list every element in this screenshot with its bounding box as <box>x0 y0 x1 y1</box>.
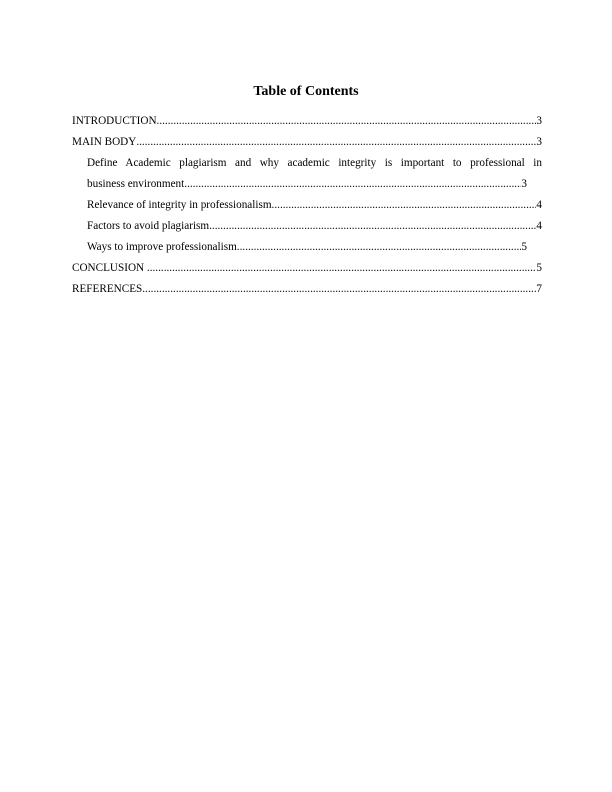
toc-list <box>72 111 542 300</box>
toc-dot-leader <box>157 111 537 132</box>
toc-page-number: 5 <box>521 241 527 253</box>
toc-page-number: 5 <box>536 262 542 274</box>
toc-page-number: 7 <box>536 283 542 295</box>
toc-entry-text: CONCLUSION <box>72 262 147 274</box>
toc-dot-leader <box>184 174 521 195</box>
toc-entry-text: MAIN BODY <box>72 136 137 148</box>
toc-entry-text: Ways to improve professionalism <box>87 241 237 253</box>
toc-dot-leader <box>147 258 537 279</box>
toc-page-number: 3 <box>521 178 527 190</box>
toc-entry-ways-to-improve[interactable] <box>72 237 527 258</box>
toc-dot-leader <box>272 195 537 216</box>
toc-entry-factors-to-avoid-plagiarism[interactable] <box>72 216 542 237</box>
toc-dot-leader <box>237 237 522 258</box>
toc-dot-leader <box>209 216 536 237</box>
toc-page-number: 4 <box>536 220 542 232</box>
toc-entry-define-academic-plagiarism[interactable] <box>72 153 542 195</box>
toc-entry-text-line2: business environment <box>87 178 185 190</box>
toc-entry-introduction[interactable] <box>72 111 542 132</box>
toc-entry-text: INTRODUCTION <box>72 115 157 127</box>
toc-dot-leader <box>142 279 536 300</box>
toc-page-number: 3 <box>536 136 542 148</box>
toc-entry-text-line1: Define Academic plagiarism and why academic integrity is important to professional in <box>87 157 542 169</box>
toc-entry-main-body[interactable] <box>72 132 542 153</box>
toc-entry-conclusion[interactable] <box>72 258 542 279</box>
toc-entry-text: REFERENCES <box>72 283 143 295</box>
toc-page-number: 4 <box>536 199 542 211</box>
toc-dot-leader <box>136 132 536 153</box>
toc-entry-text: Factors to avoid plagiarism <box>87 220 210 232</box>
toc-entry-relevance-of-integrity[interactable] <box>72 195 542 216</box>
toc-title: Table of Contents <box>253 84 359 99</box>
toc-page-number: 3 <box>536 115 542 127</box>
toc-entry-text: Relevance of integrity in professionalism <box>87 199 272 211</box>
toc-entry-references[interactable] <box>72 279 542 300</box>
